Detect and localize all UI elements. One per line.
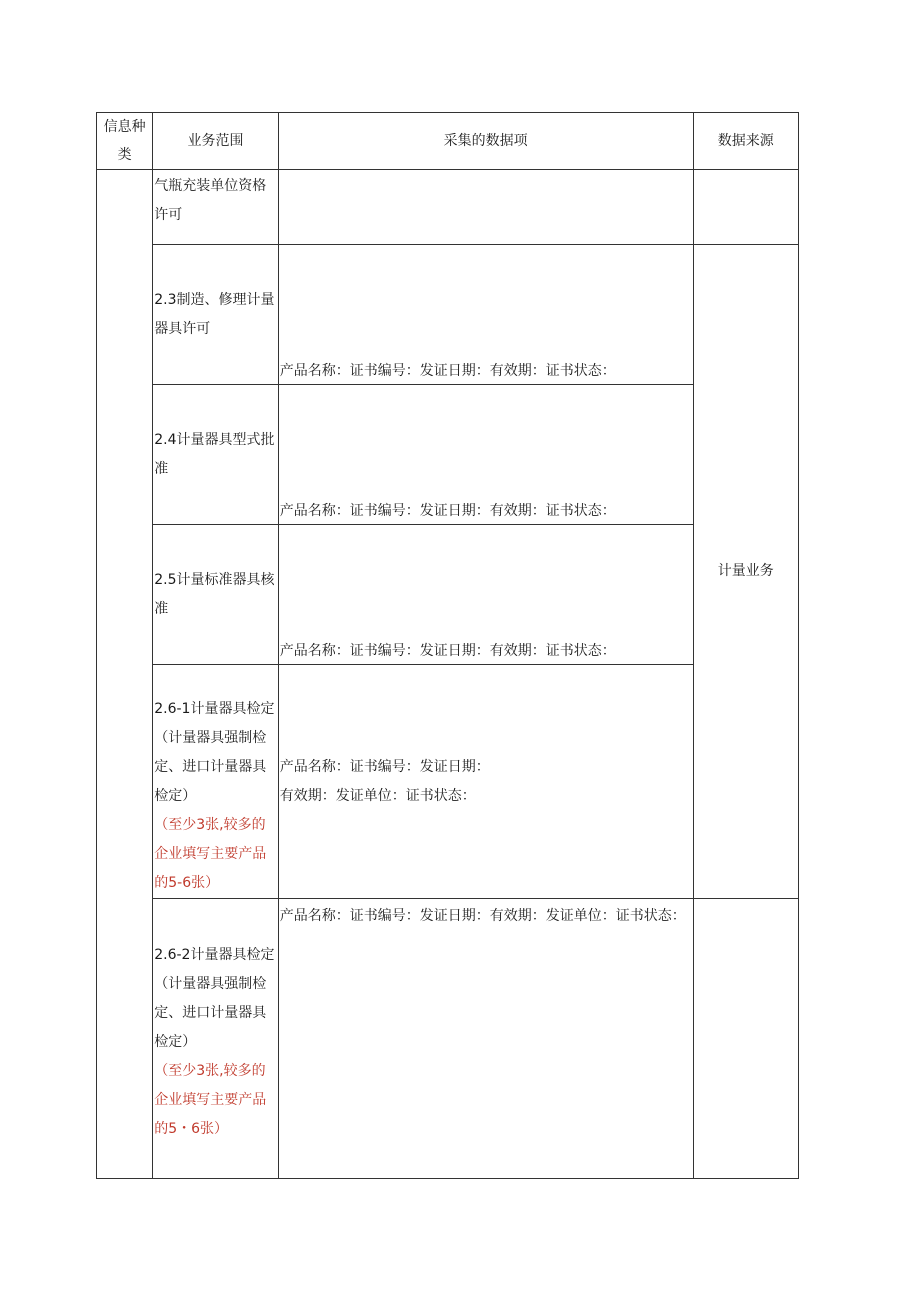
- scope-cell: 2.4计量器具型式批准: [153, 385, 279, 525]
- scope-cell: 2.3制造、修理计量器具许可: [153, 245, 279, 385]
- table-row: [97, 170, 799, 245]
- table-row: [97, 245, 799, 385]
- header-category: 信息种类: [97, 113, 153, 170]
- note-text: （至少3张,较多的企业填写主要产品的5・6张）: [154, 1063, 267, 1137]
- scope-cell: 2.5计量标准器具核准: [153, 525, 279, 665]
- items-cell: 产品名称：证书编号：发证日期：有效期：发证单位：证书状态：: [278, 899, 693, 1179]
- items-text-line2: 有效期：发证单位：证书状态：: [279, 787, 476, 804]
- note-text: （至少3张,较多的企业填写主要产品的5-6张）: [154, 817, 267, 891]
- header-scope: 业务范围: [153, 113, 279, 170]
- scope-cell: [153, 899, 279, 1179]
- category-cell: [97, 170, 153, 1179]
- items-cell: [278, 245, 693, 385]
- items-cell: [278, 170, 693, 245]
- items-text: 产品名称：证书编号：发证日期：有效期：证书状态：: [279, 643, 616, 659]
- items-cell: [278, 525, 693, 665]
- scope-cell: 气瓶充装单位资格许可: [153, 170, 279, 245]
- table-row: [97, 899, 799, 1179]
- info-collection-table: [96, 112, 799, 1179]
- items-text: 产品名称：证书编号：发证日期：有效期：证书状态：: [279, 363, 616, 379]
- source-cell: [693, 899, 798, 1179]
- items-cell: [278, 385, 693, 525]
- header-items: 采集的数据项: [278, 113, 693, 170]
- scope-text: 2.6-1计量器具检定（计量器具强制检定、进口计量器具检定）: [154, 701, 275, 804]
- header-source: 数据来源: [693, 113, 798, 170]
- scope-cell: [153, 665, 279, 899]
- header-row: [97, 113, 799, 170]
- items-text-line1: 产品名称：证书编号：发证日期：: [279, 758, 490, 775]
- source-cell: [693, 170, 798, 245]
- scope-text: 2.6-2计量器具检定（计量器具强制检定、进口计量器具检定）: [154, 947, 275, 1050]
- items-text: 产品名称：证书编号：发证日期：有效期：证书状态：: [279, 503, 616, 519]
- items-cell: [278, 665, 693, 899]
- source-cell-merged: 计量业务: [693, 245, 798, 899]
